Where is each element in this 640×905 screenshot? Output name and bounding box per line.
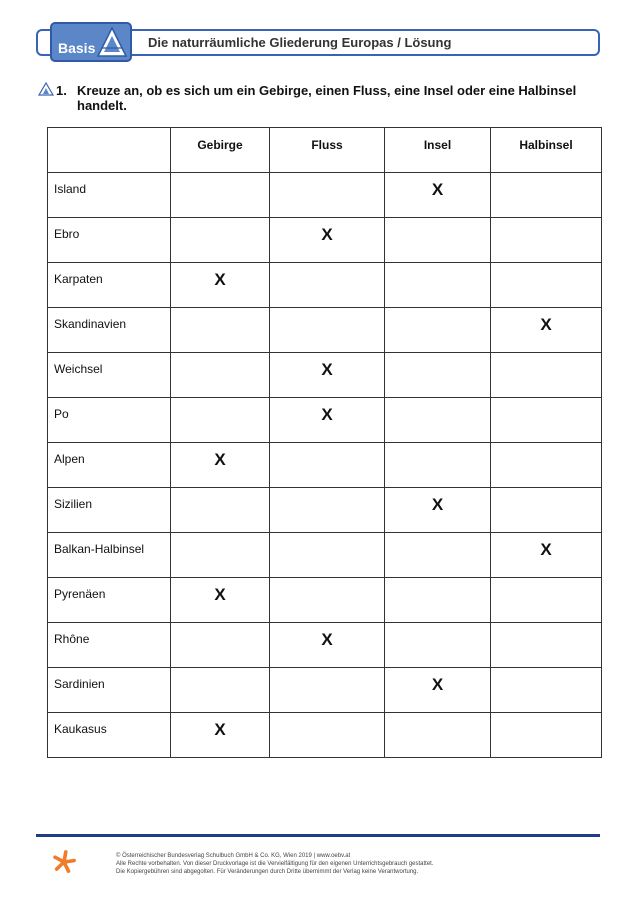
- mark-cell: X: [171, 263, 270, 308]
- mark-cell: [491, 263, 602, 308]
- mark-cell: [171, 623, 270, 668]
- table-row: [48, 173, 602, 218]
- mark-cell: [491, 218, 602, 263]
- task-number: 1.: [56, 83, 67, 98]
- table-row: [48, 713, 602, 758]
- row-name: Weichsel: [48, 353, 171, 398]
- column-header: Fluss: [270, 128, 385, 173]
- mark-cell: [385, 353, 491, 398]
- badge-label: Basis: [58, 40, 96, 56]
- copyright-line: © Österreichischer Bundesverlag Schulbuch GmbH & Co. KG, Wien 2019 | www.oebv.at: [116, 853, 351, 859]
- level-triangle-icon: [38, 82, 54, 96]
- table-row: [48, 218, 602, 263]
- mark-cell: [491, 578, 602, 623]
- mark-cell: [171, 218, 270, 263]
- mark-cell: [491, 398, 602, 443]
- mark-cell: [385, 398, 491, 443]
- mark-cell: [171, 668, 270, 713]
- table-row: [48, 353, 602, 398]
- row-name: Ebro: [48, 218, 171, 263]
- row-name: Rhône: [48, 623, 171, 668]
- mark-cell: [491, 668, 602, 713]
- mark-cell: [385, 578, 491, 623]
- mark-cell: [385, 443, 491, 488]
- mark-cell: X: [491, 308, 602, 353]
- mark-cell: [171, 173, 270, 218]
- mark-cell: [491, 173, 602, 218]
- copyright-line: Alle Rechte vorbehalten. Von dieser Druckvorlage ist die Vervielfältigung für den eigenen Unterrichtsgebrauch gestattet.: [116, 861, 434, 867]
- mark-cell: X: [385, 488, 491, 533]
- mark-cell: [171, 353, 270, 398]
- mark-cell: [270, 533, 385, 578]
- row-name: Pyrenäen: [48, 578, 171, 623]
- table-row: [48, 443, 602, 488]
- row-name: Balkan-Halbinsel: [48, 533, 171, 578]
- mark-cell: [270, 713, 385, 758]
- mark-cell: [270, 578, 385, 623]
- mark-cell: [385, 713, 491, 758]
- column-header: [48, 128, 171, 173]
- mark-cell: [270, 308, 385, 353]
- table-row: [48, 578, 602, 623]
- mark-cell: X: [385, 173, 491, 218]
- publisher-logo-icon: [50, 848, 78, 876]
- mark-cell: [385, 308, 491, 353]
- table-row: [48, 668, 602, 713]
- mark-cell: X: [270, 218, 385, 263]
- mark-cell: X: [171, 713, 270, 758]
- mark-cell: X: [171, 443, 270, 488]
- mark-cell: X: [385, 668, 491, 713]
- mark-cell: [171, 533, 270, 578]
- mark-cell: [385, 533, 491, 578]
- mark-cell: X: [270, 353, 385, 398]
- answer-table: [47, 127, 602, 758]
- row-name: Island: [48, 173, 171, 218]
- row-name: Alpen: [48, 443, 171, 488]
- mark-cell: [385, 623, 491, 668]
- mark-cell: [491, 623, 602, 668]
- mark-cell: X: [270, 623, 385, 668]
- column-header: Halbinsel: [491, 128, 602, 173]
- copyright-notice: [116, 852, 516, 876]
- row-name: Sardinien: [48, 668, 171, 713]
- footer-divider: [36, 834, 600, 837]
- mark-cell: [171, 308, 270, 353]
- table-row: [48, 623, 602, 668]
- column-header: Insel: [385, 128, 491, 173]
- mark-cell: [491, 443, 602, 488]
- table-row: [48, 533, 602, 578]
- row-name: Karpaten: [48, 263, 171, 308]
- task-instruction: Kreuze an, ob es sich um ein Gebirge, einen Fluss, eine Insel oder eine Halbinsel handelt.: [77, 83, 577, 113]
- mark-cell: X: [270, 398, 385, 443]
- basis-badge: [50, 22, 132, 62]
- mark-cell: [385, 263, 491, 308]
- table-row: [48, 398, 602, 443]
- mark-cell: X: [491, 533, 602, 578]
- row-name: Po: [48, 398, 171, 443]
- triangle-logo-icon: [96, 26, 128, 58]
- mark-cell: X: [171, 578, 270, 623]
- table-row: [48, 263, 602, 308]
- mark-cell: [270, 443, 385, 488]
- row-name: Sizilien: [48, 488, 171, 533]
- mark-cell: [270, 488, 385, 533]
- column-header: Gebirge: [171, 128, 270, 173]
- mark-cell: [171, 488, 270, 533]
- copyright-line: Die Kopiergebühren sind abgegolten. Für Veränderungen durch Dritte übernimmt der Verlag keine Verantwortung.: [116, 869, 419, 875]
- page-title: Die naturräumliche Gliederung Europas / Lösung: [148, 35, 452, 50]
- mark-cell: [385, 218, 491, 263]
- mark-cell: [270, 173, 385, 218]
- table-row: [48, 308, 602, 353]
- mark-cell: [491, 353, 602, 398]
- row-name: Kaukasus: [48, 713, 171, 758]
- mark-cell: [171, 398, 270, 443]
- mark-cell: [270, 668, 385, 713]
- table-header-row: [48, 128, 602, 173]
- table-row: [48, 488, 602, 533]
- row-name: Skandinavien: [48, 308, 171, 353]
- mark-cell: [491, 488, 602, 533]
- mark-cell: [270, 263, 385, 308]
- mark-cell: [491, 713, 602, 758]
